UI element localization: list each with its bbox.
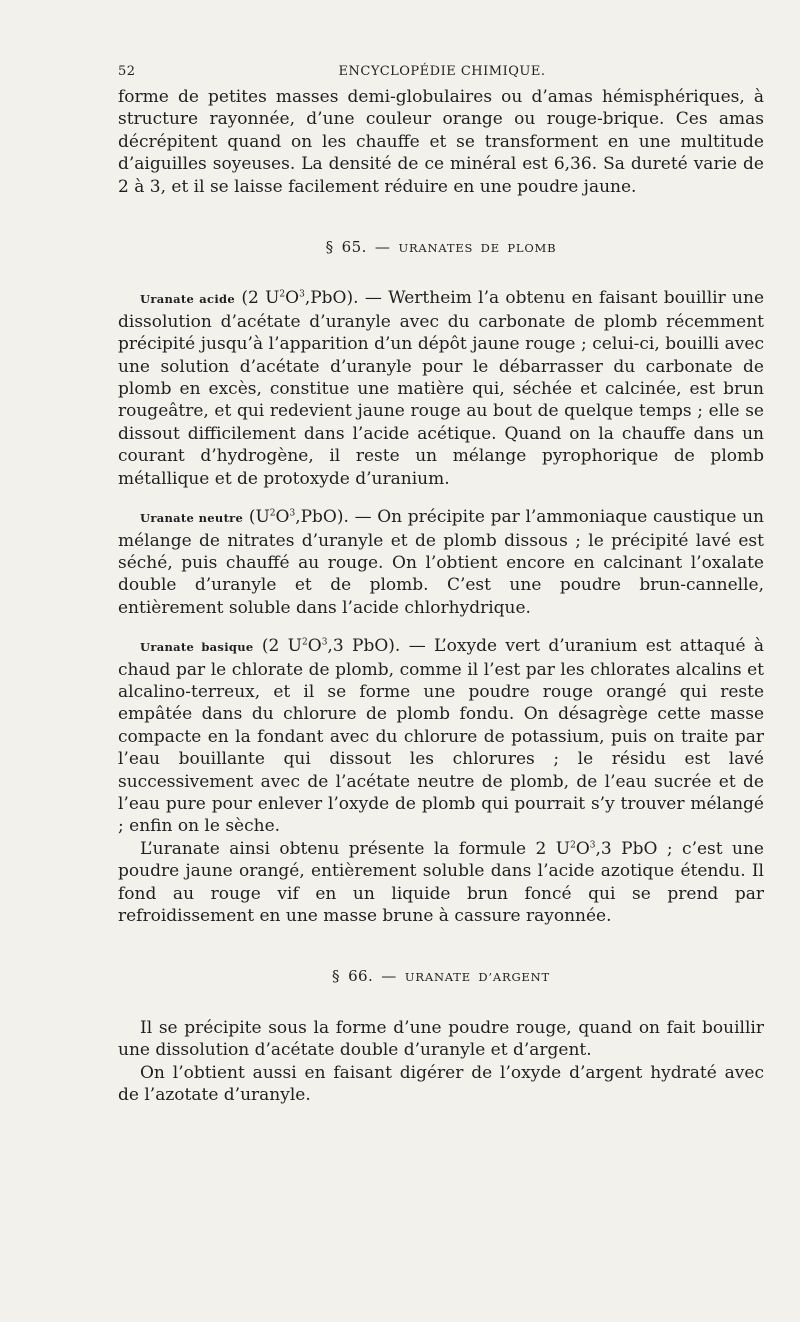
- paragraph-uranate-neutre: [118, 506, 764, 619]
- runin-heading-neutre: Uranate neutre: [140, 511, 244, 526]
- page-number: 52: [118, 64, 136, 79]
- section-65-mark: § 65. —: [325, 238, 391, 257]
- text-neutre: — On précipite par l’ammoniaque caustique un mélange de nitrates d’uranyle et de plomb dissous ; le précipité lavé est séché, puis chauffé au rouge. On l’obtient encore en calcinant l’oxalate double d’uranyle et de plomb. C’est une poudre brun-cannelle, entièrement soluble dans l’acide chlorhydrique.: [118, 507, 764, 618]
- page-header: [118, 64, 766, 84]
- paragraph-argent-2: On l’obtient aussi en faisant digérer de l’oxyde d’argent hydraté avec de l’azotate d’uranyle.: [118, 1062, 764, 1106]
- section-65-title: URANATES DE PLOMB: [398, 241, 557, 256]
- paragraph-uranate-basique: [118, 635, 764, 838]
- paragraph-argent-1: Il se précipite sous la forme d’une poudre rouge, quand on fait bouillir une dissolution d’acétate double d’uranyle et d’argent.: [118, 1017, 764, 1061]
- formula-neutre: $(U^2O^3,PbO)$.: [248, 507, 349, 528]
- section-66-heading: [118, 965, 764, 988]
- section-66-title: URANATE D’ARGENT: [404, 970, 550, 985]
- page-body: [118, 86, 764, 1106]
- paragraph-uranate-acide: [118, 287, 764, 490]
- text-acide: — Wertheim l’a obtenu en faisant bouillir une dissolution d’acétate d’uranyle avec du carbonate de plomb récemment précipité jusqu’à l’apparition d’un dépôt jaune rouge ; celui-ci, bouilli avec une solution d’acétate d’uranyle pour le débarrasser du carbonate de plomb en excès, constitue une matière qui, séchée et calcinée, est brun rougeâtre, et qui redevient jaune rouge au bout de quelque temps ; elle se dissout difficilement dans l’acide acétique. Quand on la chauffe dans un courant d’hydrogène, il reste un mélange pyrophorique de plomb métallique et de protoxyde d’uranium.: [118, 288, 765, 489]
- intro-paragraph: forme de petites masses demi-globulaires ou d’amas hémisphériques, à structure rayonnée, d’une couleur orange ou rouge-brique. Ces amas décrépitent quand on les chauffe et se transforment en une multitude d’aiguilles soyeuses. La densité de ce minéral est 6,36. Sa dureté varie de 2 à 3, et il se laisse facilement réduire en une poudre jaune.: [118, 87, 764, 197]
- section-66-mark: § 66. —: [332, 967, 397, 986]
- paragraph-uranate-basique-2: L’uranate ainsi obtenu présente la formule 2 $U^2O^3,3$ PbO ; c’est une poudre jaune orangé, entièrement soluble dans l’acide azotique étendu. Il fond au rouge vif en un liquide brun foncé qui se prend par refroidissement en une masse brune à cassure rayonnée.: [118, 838, 764, 926]
- text-basique: — L’oxyde vert d’uranium est attaqué à chaud par le chlorate de plomb, comme il l’est par les chlorates alcalins et alcalino-terreux, et il se forme une poudre rouge orangé qui reste empâtée dans du chlorure de plomb fondu. On désagrège cette masse compacte en la fondant avec du chlorure de potassium, puis on traite par l’eau bouillante qui dissout les chlorures ; le résidu est lavé successivement avec de l’acétate neutre de plomb, de l’eau sucrée et de l’eau pure pour enlever l’oxyde de plomb qui pourrait s’y trouver mélangé ; enfin on le sèche.: [118, 636, 765, 837]
- formula-acide: (2 $U^2O^3,PbO$).: [241, 288, 359, 309]
- runin-heading-basique: Uranate basique: [140, 640, 254, 655]
- running-title: ENCYCLOPÉDIE CHIMIQUE.: [338, 64, 546, 79]
- section-65-heading: [118, 236, 764, 259]
- runin-heading-acide: Uranate acide: [140, 292, 235, 307]
- formula-basique: (2 $U^2O^3,3$ PbO).: [261, 636, 401, 657]
